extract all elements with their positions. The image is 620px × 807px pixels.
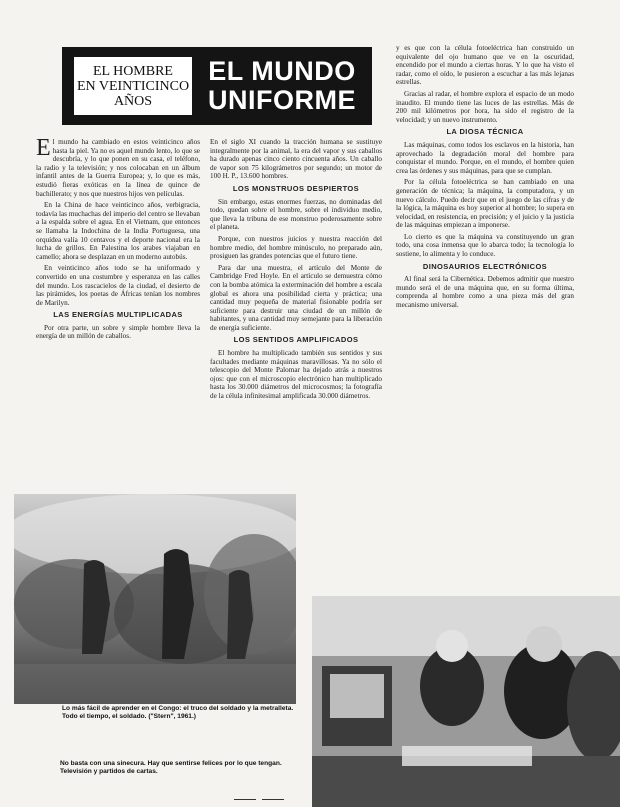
kicker-line-1: EL HOMBRE <box>93 63 173 79</box>
paragraph: Sin embargo, estas enormes fuerzas, no dominadas del todo, quedan sobre el hombre, sobre el individuo medio, que lleva la tribuna de ese monstruo poderosamente sobre el planeta. <box>210 197 382 232</box>
section-heading: LA DIOSA TÉCNICA <box>446 127 524 137</box>
intro-paragraph <box>36 138 200 198</box>
page-title <box>192 57 372 115</box>
section-heading: LOS SENTIDOS AMPLIFICADOS <box>233 335 359 345</box>
paragraph: Gracias al radar, el hombre explora el espacio de un modo inaudito. El mundo tiene las luces de las estrellas. Más de 200 mil kilómetros por hora, ha sido el registro de la velocidad; y un nuevo instrumento. <box>396 89 574 124</box>
intro-text: l mundo ha cambiado en estos veinticinco años hasta la piel. Ya no es aquel mundo lento, lo que se descubría, y lo que ponen en su casa, el teléfono, la radio y la televisión; y nos colocaban en un álbum infantil antes de la Guerra Europea; y, lo que es más, estudió fieras exóticas en la línea de quince de bachillerato; y nos que nuestros hijos ven películas. <box>36 138 200 198</box>
paragraph: Para dar una muestra, el artículo del Monte de Cambridge Fred Hoyle. En el artículo se demuestra cómo con la bomba atómica la exterminación del hombre a escala global es ahora una posibilidad cierta y práctica; una cantidad muy pequeña de material fisionable podría ser suficiente para destruir una ciudad de un millón de habitantes, y una cantidad muy semejante para la liberación de energía suficiente. <box>210 263 382 332</box>
photo-caption: Lo más fácil de aprender en el Congo: el truco del soldado y la metralleta. Todo el tiempo, el soldado. ("Stern", 1961.) <box>62 705 294 720</box>
headline-banner <box>62 47 372 125</box>
page-mark <box>262 799 284 800</box>
bottom-caption: No basta con una sinecura. Hay que sentirse felices por lo que tengan. Televisión y partidos de cartas. <box>60 760 282 775</box>
kicker-box <box>74 57 192 115</box>
soldiers-photo <box>14 494 296 704</box>
article-column-3 <box>396 44 574 590</box>
paragraph: El hombre ha multiplicado también sus sentidos y sus facultades mediante máquinas maravillosas. Ya no sólo el telescopio del Monte Palomar ha dejado atrás a nuestros ojos: que con el microscopio electrónico han multiplicado hasta los 30.000 diámetros del microcosmos; la fotografía de la célula infinitesimal amplificada 30.000 diámetros. <box>210 349 382 401</box>
section-heading: DINOSAURIOS ELECTRÓNICOS <box>422 261 548 271</box>
article-column-1 <box>36 138 200 444</box>
kicker-line-3: AÑOS <box>113 93 153 109</box>
paragraph: En el siglo XI cuando la tracción humana se sustituye integralmente por la animal, la era del vapor y sus caballos ha durado apenas cinco ciento cincuenta años. Un caballo de vapor son 75 kilográmetros por segundo; un motor de 100 H. P., 13.600 hombres. <box>210 138 382 181</box>
living-room-photo <box>312 596 620 807</box>
paragraph: Porque, con nuestros juicios y nuestra reacción del hombre medio, del hombre minúsculo, no preparado aún, prosiguen las grandes potencias que el futuro tiene. <box>210 234 382 261</box>
paragraph: Por otra parte, un sobre y simple hombre lleva la energía de un millón de caballos. <box>36 323 200 341</box>
paragraph: Lo cierto es que la máquina va constituyendo un gran todo, una cosa inmensa que lo abarca todo; la tecnología lo sostiene, lo alimenta y lo conduce. <box>396 232 574 259</box>
drop-cap: E <box>36 138 51 161</box>
paragraph: En la China de hace veinticinco años, verbigracia, todavía las muchachas del imperio del centro se llevaban a la espalda sobre el agua. En el Vietnam, que entonces se llamaba la Indochina de la India Portuguesa, una orquídea valía 10 centavos y el deporte nacional era la lucha de grillos. En Palestina los arabes viajaban en camello; ahora se desplazan en un moderno autobús. <box>36 201 200 261</box>
title-line-2: UNIFORME <box>208 85 356 115</box>
section-heading: LOS MONSTRUOS DESPIERTOS <box>232 183 360 193</box>
article-column-2 <box>210 138 382 490</box>
kicker-line-2: EN VEINTICINCO <box>76 78 190 94</box>
paragraph: Por la célula fotoeléctrica se han cambiado en una generación de técnica; la máquina, la computadora, y un nuevo cálculo. Puedo decir que en el juego de las cifras y de la lógica, la máquina es hoy superior al hombre; lo supera en velocidad, en resistencia, en precisión; y el juicio y la justicia de las máquinas empiezan a imponerse. <box>396 178 574 230</box>
paragraph: En veinticinco años todo se ha uniformado y convertido en una costumbre y esperanza en las calles del mundo. Los rascacielos de la ciudad, el desierto de las pirámides, los poetas de Áfricas tenían los nombres de Marilyn. <box>36 264 200 307</box>
page-mark <box>234 799 256 800</box>
living-room-photo-image <box>312 596 620 807</box>
paragraph: y es que con la célula fotoeléctrica han construido un equivalente del ojo humano que ve en la oscuridad, encendido por el mundo a ciertas horas. Y lo que ha visto el radar, como el oído, le pusieron a escuchar a las más lejanas estrellas. <box>396 44 574 87</box>
paragraph: Las máquinas, como todos los esclavos en la historia, han aprovechado la degradación moral del hombre para conquistar el mundo. Porque, en el mundo, el hombre quien crea las órdenes y sus máquinas, para que se cumplan. <box>396 140 574 175</box>
section-heading: LAS ENERGÍAS MULTIPLICADAS <box>53 310 183 320</box>
soldiers-photo-image <box>14 494 296 704</box>
title-line-1: EL MUNDO <box>208 56 356 86</box>
paragraph: Al final será la Cibernética. Debemos admitir que nuestro mundo será el de una máquina que, en su forma última, comprenda al hombre como a una pieza más del gran mecanismo universal. <box>396 275 574 310</box>
